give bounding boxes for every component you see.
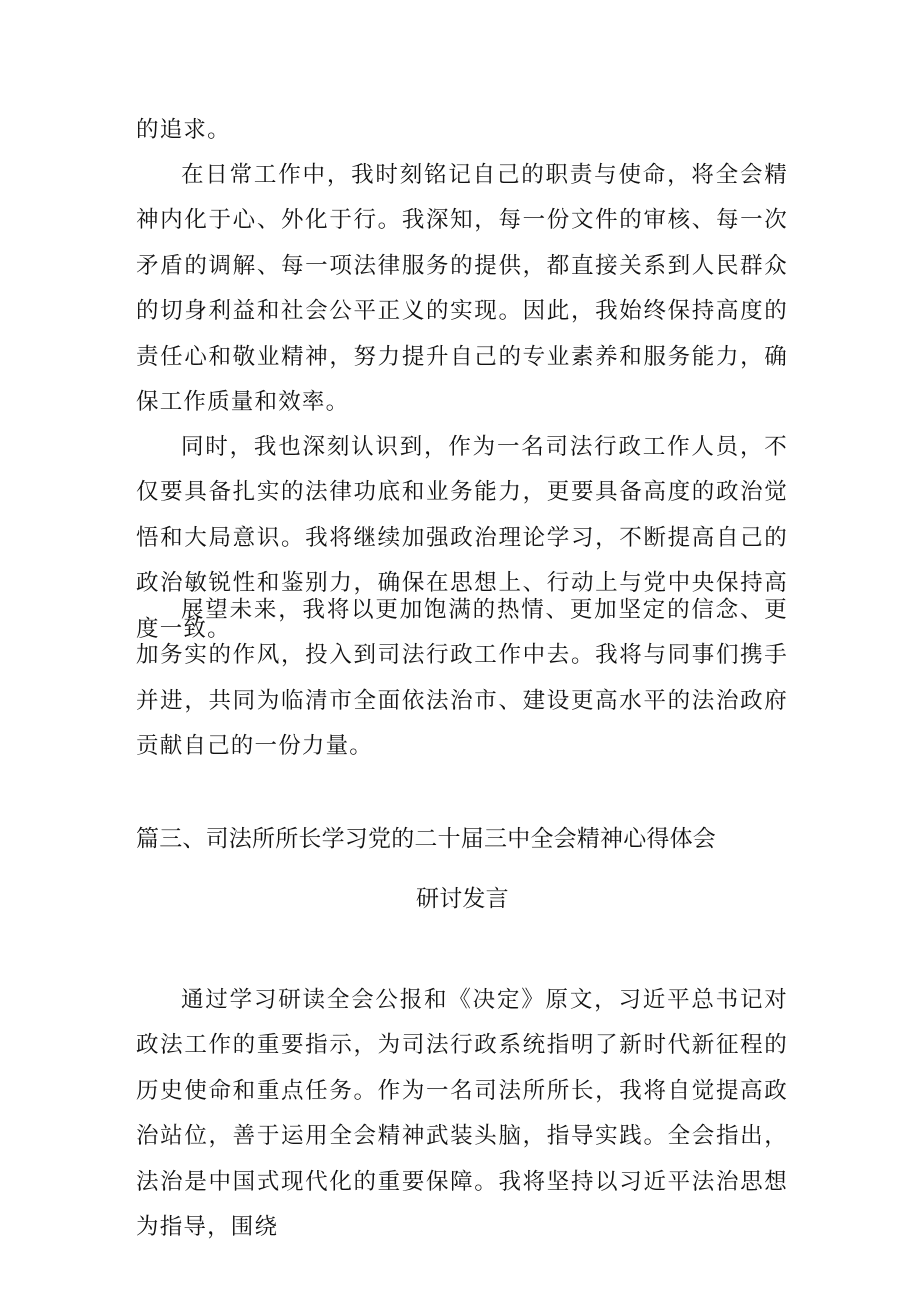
paragraph-daily-work: 在日常工作中，我时刻铭记自己的职责与使命，将全会精神内化于心、外化于行。我深知，每一份文件的审核、每一次矛盾的调解、每一项法律服务的提供，都直接关系到人民群众的切身利益和社会公平正义的实现。因此，我始终保持高度的责任心和敬业精神，努力提升自己的专业素养和服务能力，确保工作质量和效率。 <box>136 162 788 416</box>
section-title: 篇三、司法所所长学习党的二十届三中全会精神心得体会 <box>136 826 716 852</box>
paragraph-awareness: 同时，我也深刻认识到，作为一名司法行政工作人员，不仅要具备扎实的法律功底和业务能力，更要具备高度的政治觉悟和大局意识。我将继续加强政治理论学习，不断提高自己的政治敏锐性和鉴别力，确保在思想上、行动上与党中央保持高度一致。 <box>136 434 788 642</box>
paragraph-continuation: 的追求。 <box>136 117 231 143</box>
paragraph-outlook: 展望未来，我将以更加饱满的热情、更加坚定的信念、更加务实的作风，投入到司法行政工作中去。我将与同事们携手并进，共同为临清市全面依法治市、建设更高水平的法治政府贡献自己的一份力量。 <box>136 597 788 760</box>
section-subtitle: 研讨发言 <box>416 886 509 912</box>
paragraph-study-intro: 通过学习研读全会公报和《决定》原文，习近平总书记对政法工作的重要指示，为司法行政系统指明了新时代新征程的历史使命和重点任务。作为一名司法所所长，我将自觉提高政治站位，善于运用全会精神武装头脑，指导实践。全会指出，法治是中国式现代化的重要保障。我将坚持以习近平法治思想为指导，围绕 <box>136 987 788 1241</box>
